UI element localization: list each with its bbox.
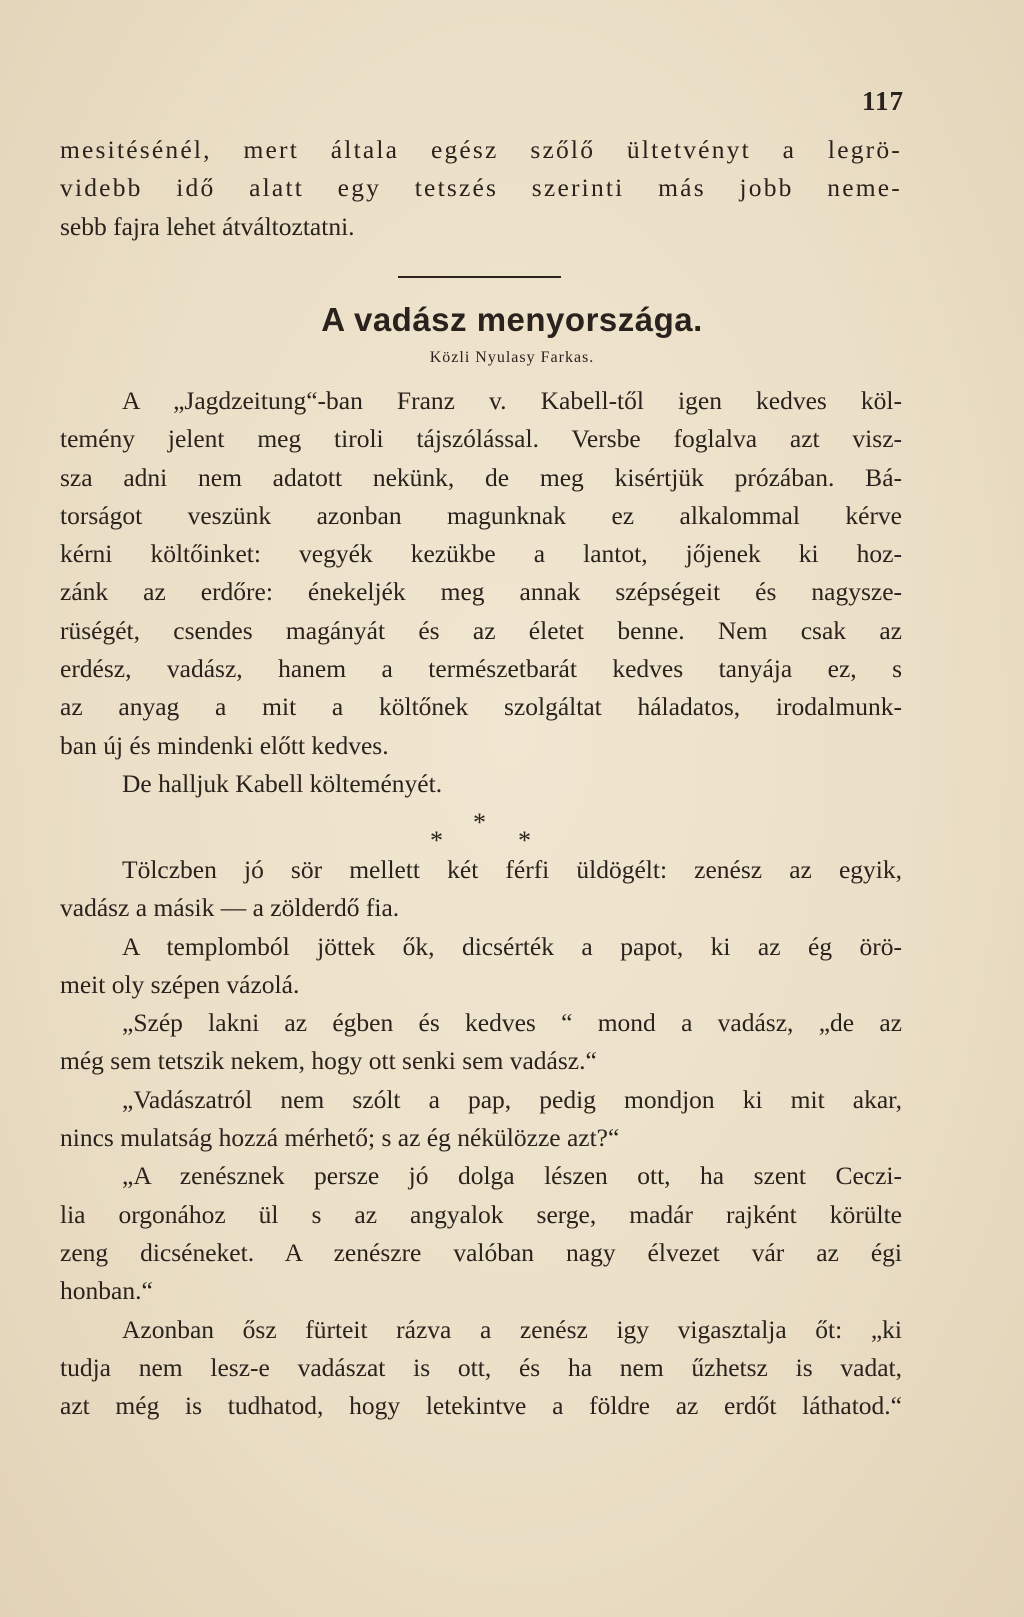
text-line: ban új és mindenki előtt kedves. [60,730,389,760]
text-line: vadász a másik — a zölderdő fia. [60,893,400,923]
text-line: De halljuk Kabell költeményét. [122,768,443,798]
text-line: nincs mulatság hozzá mérhető; s az ég nékülözze azt?“ [60,1123,620,1153]
text-line: torságot veszünk azonban magunknak ez alkalommal kérve [60,500,902,530]
text-line: „Szép lakni az égben és kedves “ mond a vadász, „de az [122,1008,902,1038]
asterisk: * [430,826,443,855]
article-title: A vadász menyországa. [321,301,703,338]
text-line: rüségét, csendes magányát és az életet benne. Nem csak az [60,615,902,645]
text-line: meit oly szépen vázolá. [60,969,300,999]
text-line: videbb idő alatt egy tetszés szerinti más jobb neme- [60,173,902,203]
text-line: erdész, vadász, hanem a természetbarát kedves tanyája ez, s [60,654,902,684]
continued-paragraph [60,131,902,246]
asterisk: * [518,826,531,855]
text-line: honban.“ [60,1276,153,1306]
text-line: sebb fajra lehet átváltoztatni. [60,211,355,241]
asterism-separator [430,808,590,854]
text-line: Azonban ősz fürteit rázva a zenész igy vigasztalja őt: „ki [122,1314,902,1344]
text-line: „Vadászatról nem szólt a pap, pedig mondjon ki mit akar, [122,1084,902,1114]
story-text [60,851,902,1425]
text-line: kérni költőinket: vegyék kezükbe a lantot, jőjenek ki hoz- [60,539,902,569]
asterisk: * [473,808,486,837]
text-line: Tölczben jó sör mellett két férfi üldögélt: zenész az egyik, [122,855,902,884]
page-number: 117 [861,86,904,116]
text-line: még sem tetszik nekem, hogy ott senki sem vadász.“ [60,1046,597,1076]
text-line: zeng dicséneket. A zenészre valóban nagy élvezet vár az égi [60,1237,902,1267]
text-line: temény jelent meg tiroli tájszólással. Versbe foglalva azt visz- [60,424,902,454]
text-line: A templomból jöttek ők, dicsérték a papot, ki az ég örö- [122,931,902,961]
text-line: mesitésénél, mert általa egész szőlő ültetvényt a legrö- [60,135,902,164]
text-line: tudja nem lesz-e vadászat is ott, és ha nem űzhetsz is vadat, [60,1352,902,1382]
text-line: „A zenésznek persze jó dolga lészen ott, ha szent Ceczi- [122,1161,902,1191]
text-line: az anyag a mit a költőnek szolgáltat háladatos, irodalmunk- [60,692,902,722]
intro-paragraph [60,382,902,803]
text-line: azt még is tudhatod, hogy letekintve a földre az erdőt láthatod.“ [60,1391,902,1421]
text-line: sza adni nem adatott nekünk, de meg kisértjük prózában. Bá- [60,462,902,492]
article-byline: Közli Nyulasy Farkas. [429,349,595,366]
text-line: A „Jagdzeitung“-ban Franz v. Kabell-től igen kedves köl- [122,386,902,415]
section-divider [398,276,561,278]
text-line: lia orgonához ül s az angyalok serge, madár rajként körülte [60,1199,902,1229]
text-line: zánk az erdőre: énekeljék meg annak szépségeit és nagysze- [60,577,902,607]
